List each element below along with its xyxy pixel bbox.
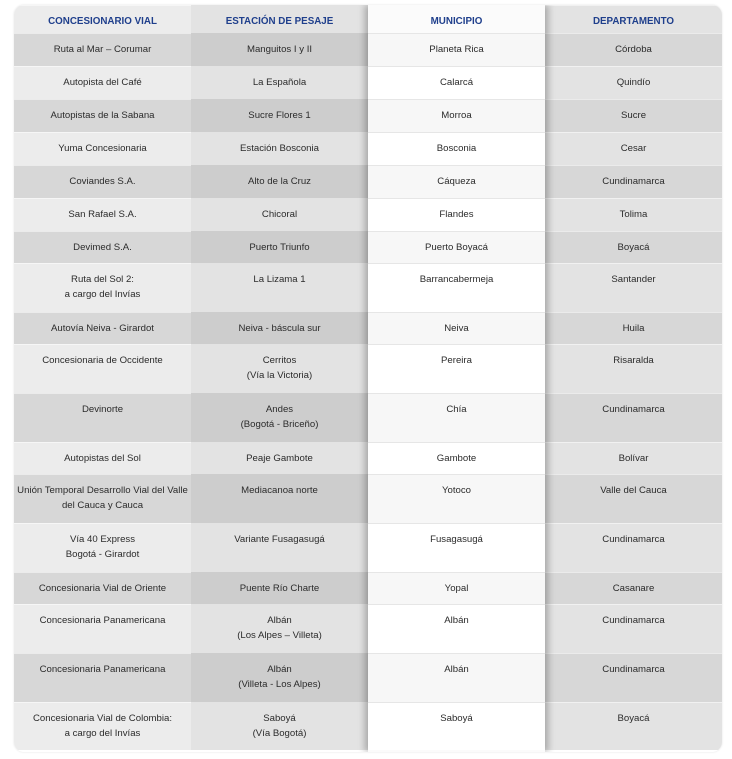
- cell-concesionario: [14, 165, 191, 198]
- cell-line: del Cauca y Cauca: [61, 500, 144, 511]
- cell-estacion: [191, 474, 368, 523]
- cell-estacion: [191, 604, 368, 653]
- cell-concesionario: [14, 231, 191, 263]
- cell-municipio: [368, 33, 545, 66]
- cell-concesionario: [14, 312, 191, 344]
- cell-municipio: [368, 312, 545, 344]
- cell-line: Albán: [444, 664, 469, 675]
- table-row: [14, 132, 722, 165]
- cell-concesionario: [14, 474, 191, 523]
- cell-estacion: [191, 165, 368, 198]
- cell-line: Chía: [446, 404, 467, 415]
- cell-estacion: [191, 653, 368, 702]
- cell-departamento: [545, 523, 722, 572]
- cell-departamento: [545, 702, 722, 750]
- table-row: [14, 474, 722, 523]
- cell-line: Andes: [265, 404, 294, 415]
- cell-line: Albán: [267, 664, 292, 675]
- cell-line: Bogotá - Girardot: [65, 549, 140, 560]
- cell-departamento: [545, 263, 722, 312]
- cell-concesionario: [14, 263, 191, 312]
- cell-line: Bolívar: [618, 453, 649, 464]
- cell-line: Fusagasugá: [430, 534, 483, 545]
- cell-departamento: [545, 474, 722, 523]
- cell-departamento: [545, 198, 722, 231]
- cell-line: Alto de la Cruz: [248, 176, 311, 187]
- cell-departamento: [545, 572, 722, 604]
- table-row: [14, 66, 722, 99]
- cell-line: Devimed S.A.: [73, 242, 132, 253]
- cell-estacion: [191, 523, 368, 572]
- cell-line: Córdoba: [615, 44, 652, 55]
- table-row: [14, 33, 722, 66]
- table-row: [14, 604, 722, 653]
- cell-line: Chicoral: [261, 209, 298, 220]
- cell-line: Huila: [622, 323, 645, 334]
- cell-line: Ruta al Mar – Corumar: [53, 44, 152, 55]
- cell-line: San Rafael S.A.: [68, 209, 137, 220]
- cell-departamento: [545, 442, 722, 474]
- cell-departamento: [545, 312, 722, 344]
- cell-line: Concesionaria Vial de Colombia:: [32, 713, 172, 724]
- cell-departamento: [545, 393, 722, 442]
- cell-line: Morroa: [441, 110, 472, 121]
- cell-line: Pereira: [441, 355, 472, 366]
- cell-line: Sucre Flores 1: [248, 110, 311, 121]
- cell-municipio: [368, 344, 545, 393]
- cell-line: Barrancabermeja: [419, 274, 494, 285]
- cell-concesionario: [14, 198, 191, 231]
- cell-estacion: [191, 702, 368, 750]
- cell-estacion: [191, 198, 368, 231]
- cell-departamento: [545, 604, 722, 653]
- cell-estacion: [191, 572, 368, 604]
- cell-line: Gambote: [436, 453, 477, 464]
- cell-line: (Los Alpes – Villeta): [237, 630, 322, 641]
- cell-line: Vía 40 Express: [69, 534, 136, 545]
- table-row: [14, 442, 722, 474]
- cell-departamento: [545, 653, 722, 702]
- cell-line: Boyacá: [617, 242, 650, 253]
- table-grid: [14, 5, 722, 750]
- cell-departamento: [545, 99, 722, 132]
- header-estacion: ESTACIÓN DE PESAJE: [225, 16, 334, 27]
- cell-line: Concesionaria Vial de Oriente: [38, 583, 167, 594]
- cell-line: Santander: [611, 274, 656, 285]
- cell-estacion: [191, 231, 368, 263]
- cell-line: Autopistas del Sol: [64, 453, 141, 464]
- cell-line: Coviandes S.A.: [69, 176, 136, 187]
- cell-line: Puente Río Charte: [239, 583, 320, 594]
- header-municipio: MUNICIPIO: [430, 16, 483, 27]
- cell-line: (Bogotá - Briceño): [240, 419, 319, 430]
- cell-line: (Vía Bogotá): [252, 728, 307, 739]
- cell-line: Yuma Concesionaria: [58, 143, 147, 154]
- cell-departamento: [545, 33, 722, 66]
- header-concesionario: CONCESIONARIO VIAL: [48, 16, 157, 27]
- table-row: [14, 702, 722, 750]
- cell-concesionario: [14, 33, 191, 66]
- cell-departamento: [545, 132, 722, 165]
- table-row: [14, 263, 722, 312]
- cell-estacion: [191, 33, 368, 66]
- cell-line: Variante Fusagasugá: [234, 534, 325, 545]
- cell-estacion: [191, 344, 368, 393]
- cell-line: Ruta del Sol 2:: [71, 274, 134, 285]
- cell-line: Autopista del Café: [63, 77, 142, 88]
- cell-line: Flandes: [439, 209, 474, 220]
- cell-line: Cesar: [620, 143, 647, 154]
- cell-line: Concesionaria Panamericana: [39, 664, 166, 675]
- cell-concesionario: [14, 604, 191, 653]
- cell-line: La Lizama 1: [253, 274, 306, 285]
- cell-concesionario: [14, 132, 191, 165]
- cell-line: Sucre: [620, 110, 647, 121]
- cell-line: Yotoco: [442, 485, 471, 496]
- cell-concesionario: [14, 523, 191, 572]
- cell-estacion: [191, 312, 368, 344]
- cell-concesionario: [14, 442, 191, 474]
- cell-estacion: [191, 132, 368, 165]
- cell-municipio: [368, 132, 545, 165]
- cell-line: Peaje Gambote: [246, 453, 313, 464]
- cell-line: Risaralda: [613, 355, 654, 366]
- cell-line: Cáqueza: [437, 176, 476, 187]
- cell-line: Puerto Triunfo: [249, 242, 310, 253]
- cell-line: (Vía la Victoria): [246, 370, 313, 381]
- cell-concesionario: [14, 99, 191, 132]
- cell-line: Concesionaria de Occidente: [42, 355, 163, 366]
- cell-municipio: [368, 165, 545, 198]
- cell-line: Calarcá: [439, 77, 474, 88]
- table-row: [14, 231, 722, 263]
- table-row: [14, 393, 722, 442]
- cell-line: Concesionaria Panamericana: [39, 615, 166, 626]
- table-header-row: [14, 5, 722, 33]
- cell-estacion: [191, 263, 368, 312]
- cell-concesionario: [14, 572, 191, 604]
- table-row: [14, 653, 722, 702]
- cell-line: Cerritos: [262, 355, 297, 366]
- weigh-station-table: [14, 5, 722, 752]
- cell-concesionario: [14, 393, 191, 442]
- cell-municipio: [368, 474, 545, 523]
- cell-line: Albán: [267, 615, 292, 626]
- cell-line: Cundinamarca: [602, 404, 665, 415]
- cell-municipio: [368, 198, 545, 231]
- cell-estacion: [191, 393, 368, 442]
- cell-line: Mediacanoa norte: [241, 485, 318, 496]
- table-row: [14, 165, 722, 198]
- cell-line: Autovía Neiva - Girardot: [51, 323, 154, 334]
- cell-municipio: [368, 572, 545, 604]
- cell-line: (Villeta - Los Alpes): [238, 679, 321, 690]
- cell-line: Casanare: [612, 583, 655, 594]
- cell-line: a cargo del Invías: [64, 728, 141, 739]
- cell-line: Estación Bosconia: [240, 143, 319, 154]
- table-row: [14, 572, 722, 604]
- cell-line: Autopistas de la Sabana: [50, 110, 155, 121]
- table-row: [14, 344, 722, 393]
- cell-departamento: [545, 344, 722, 393]
- cell-municipio: [368, 604, 545, 653]
- cell-line: Cundinamarca: [602, 176, 665, 187]
- cell-line: Bosconia: [436, 143, 477, 154]
- cell-line: Manguitos I y II: [246, 44, 313, 55]
- cell-departamento: [545, 165, 722, 198]
- cell-line: La Española: [252, 77, 307, 88]
- cell-municipio: [368, 702, 545, 750]
- header-departamento: DEPARTAMENTO: [592, 16, 675, 27]
- table-row: [14, 312, 722, 344]
- cell-departamento: [545, 66, 722, 99]
- cell-municipio: [368, 231, 545, 263]
- cell-line: Yopal: [444, 583, 469, 594]
- cell-concesionario: [14, 702, 191, 750]
- cell-municipio: [368, 393, 545, 442]
- cell-line: Cundinamarca: [602, 615, 665, 626]
- cell-line: a cargo del Invías: [64, 289, 141, 300]
- cell-municipio: [368, 523, 545, 572]
- cell-concesionario: [14, 66, 191, 99]
- cell-line: Boyacá: [617, 713, 650, 724]
- table-row: [14, 523, 722, 572]
- cell-line: Cundinamarca: [602, 664, 665, 675]
- cell-departamento: [545, 231, 722, 263]
- cell-concesionario: [14, 344, 191, 393]
- cell-municipio: [368, 442, 545, 474]
- cell-line: Valle del Cauca: [600, 485, 667, 496]
- cell-concesionario: [14, 653, 191, 702]
- cell-line: Saboyá: [440, 713, 473, 724]
- cell-line: Neiva: [444, 323, 469, 334]
- cell-line: Albán: [444, 615, 469, 626]
- cell-line: Neiva - báscula sur: [238, 323, 321, 334]
- cell-municipio: [368, 66, 545, 99]
- cell-estacion: [191, 442, 368, 474]
- cell-line: Unión Temporal Desarrollo Vial del Valle: [17, 485, 188, 496]
- cell-line: Saboyá: [263, 713, 296, 724]
- cell-municipio: [368, 99, 545, 132]
- cell-municipio: [368, 653, 545, 702]
- cell-estacion: [191, 66, 368, 99]
- cell-municipio: [368, 263, 545, 312]
- cell-line: Quindío: [616, 77, 651, 88]
- cell-line: Tolima: [619, 209, 648, 220]
- cell-line: Devinorte: [81, 404, 124, 415]
- cell-line: Planeta Rica: [429, 44, 484, 55]
- cell-line: Puerto Boyacá: [425, 242, 488, 253]
- cell-estacion: [191, 99, 368, 132]
- cell-line: Cundinamarca: [602, 534, 665, 545]
- table-row: [14, 99, 722, 132]
- table-row: [14, 198, 722, 231]
